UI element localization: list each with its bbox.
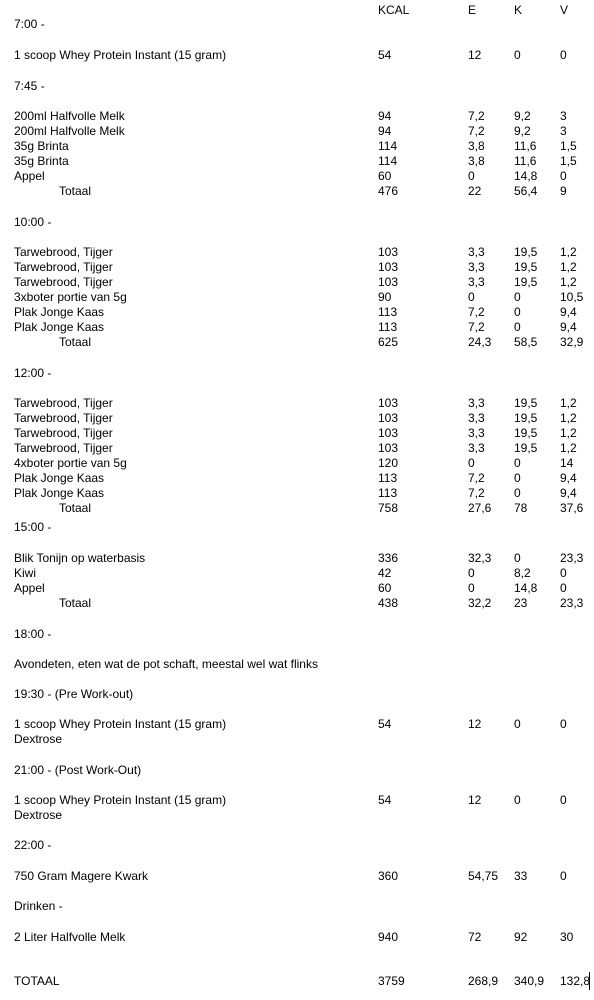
food-kcal: 60 (378, 169, 392, 183)
food-e: 72 (468, 930, 482, 944)
food-e: 54,75 (468, 869, 499, 883)
food-kcal: 103 (378, 260, 399, 274)
grand-total-v: 132,8 (560, 974, 591, 988)
subtotal-kcal: 625 (378, 335, 399, 349)
food-kcal: 940 (378, 930, 399, 944)
header-v: V (560, 3, 569, 17)
food-e: 7,2 (468, 109, 485, 123)
subtotal-label: Totaal (59, 184, 92, 198)
subtotal-kcal: 476 (378, 184, 399, 198)
food-label: 1 scoop Whey Protein Instant (15 gram) (14, 48, 227, 62)
food-e: 32,3 (468, 551, 492, 565)
food-kcal: 113 (378, 471, 398, 485)
food-e: 0 (468, 566, 475, 580)
food-e: 7,2 (468, 471, 485, 485)
food-label: 35g Brinta (14, 154, 69, 168)
food-k: 14,8 (514, 581, 538, 595)
food-e: 3,3 (468, 426, 485, 440)
food-kcal: 54 (378, 793, 392, 807)
food-e: 3,3 (468, 260, 485, 274)
food-kcal: 113 (378, 320, 398, 334)
grand-total-kcal: 3759 (378, 974, 405, 988)
food-kcal: 103 (378, 441, 399, 455)
food-v: 1,2 (560, 441, 577, 455)
food-label: Tarwebrood, Tijger (14, 426, 113, 440)
time-heading: 22:00 - (14, 838, 52, 852)
food-v: 9,4 (560, 320, 577, 334)
subtotal-e: 24,3 (468, 335, 492, 349)
food-e: 0 (468, 169, 475, 183)
time-heading: Drinken - (14, 899, 63, 913)
header-kcal: KCAL (378, 3, 410, 17)
food-v: 23,3 (560, 551, 584, 565)
food-v: 1,2 (560, 245, 577, 259)
food-v: 1,2 (560, 426, 577, 440)
food-label: Plak Jonge Kaas (14, 320, 105, 334)
food-e: 0 (468, 581, 475, 595)
food-kcal: 103 (378, 426, 399, 440)
food-label: 35g Brinta (14, 139, 69, 153)
food-v: 0 (560, 566, 567, 580)
food-v: 9,4 (560, 471, 577, 485)
food-v: 0 (560, 717, 567, 731)
food-e: 12 (468, 717, 482, 731)
food-k: 19,5 (514, 275, 538, 289)
food-v: 30 (560, 930, 574, 944)
subtotal-label: Totaal (59, 501, 92, 515)
food-label: Tarwebrood, Tijger (14, 245, 113, 259)
food-kcal: 42 (378, 566, 392, 580)
food-label: Appel (14, 169, 45, 183)
header-e: E (468, 3, 477, 17)
subtotal-e: 32,2 (468, 596, 492, 610)
food-v: 3 (560, 109, 567, 123)
food-v: 1,5 (560, 154, 577, 168)
subtotal-v: 37,6 (560, 501, 584, 515)
food-label: Tarwebrood, Tijger (14, 260, 113, 274)
food-k: 92 (514, 930, 528, 944)
food-e: 3,3 (468, 275, 485, 289)
grand-total-k: 340,9 (514, 974, 545, 988)
food-kcal: 113 (378, 305, 398, 319)
food-k: 9,2 (514, 124, 531, 138)
food-label: 200ml Halfvolle Melk (14, 109, 125, 123)
food-e: 0 (468, 456, 475, 470)
food-v: 10,5 (560, 290, 584, 304)
food-v: 0 (560, 581, 567, 595)
food-v: 1,2 (560, 275, 577, 289)
note-text: Avondeten, eten wat de pot schaft, meestal wel wat flinks (14, 657, 318, 671)
food-e: 3,3 (468, 441, 485, 455)
food-v: 0 (560, 793, 567, 807)
subtotal-label: Totaal (59, 335, 92, 349)
food-k: 8,2 (514, 566, 531, 580)
food-e: 3,3 (468, 396, 485, 410)
food-kcal: 103 (378, 411, 399, 425)
food-kcal: 114 (378, 154, 398, 168)
food-kcal: 114 (378, 139, 398, 153)
food-v: 0 (560, 48, 567, 62)
subtotal-kcal: 758 (378, 501, 399, 515)
food-e: 7,2 (468, 305, 485, 319)
time-heading: 19:30 - (Pre Work-out) (14, 687, 134, 701)
food-label: Blik Tonijn op waterbasis (14, 551, 146, 565)
food-label: Tarwebrood, Tijger (14, 275, 113, 289)
food-e: 12 (468, 48, 482, 62)
food-k: 0 (514, 48, 521, 62)
food-e: 3,3 (468, 411, 485, 425)
food-kcal: 360 (378, 869, 399, 883)
food-label: 4xboter portie van 5g (14, 456, 127, 470)
subtotal-k: 23 (514, 596, 528, 610)
food-e: 7,2 (468, 486, 485, 500)
food-kcal: 120 (378, 456, 399, 470)
time-heading: 15:00 - (14, 520, 52, 534)
food-k: 14,8 (514, 169, 538, 183)
food-e: 7,2 (468, 124, 485, 138)
food-label: Tarwebrood, Tijger (14, 411, 113, 425)
time-heading: 18:00 - (14, 627, 52, 641)
food-v: 0 (560, 169, 567, 183)
food-label: Plak Jonge Kaas (14, 471, 105, 485)
food-k: 0 (514, 290, 521, 304)
subtotal-k: 58,5 (514, 335, 538, 349)
food-e: 3,3 (468, 245, 485, 259)
food-kcal: 54 (378, 717, 392, 731)
food-kcal: 60 (378, 581, 392, 595)
food-k: 19,5 (514, 441, 538, 455)
food-kcal: 103 (378, 245, 399, 259)
food-e: 3,8 (468, 139, 485, 153)
subtotal-v: 23,3 (560, 596, 584, 610)
food-kcal: 94 (378, 109, 392, 123)
food-k: 0 (514, 486, 521, 500)
food-k: 0 (514, 717, 521, 731)
food-k: 19,5 (514, 411, 538, 425)
food-kcal: 336 (378, 551, 399, 565)
food-label: Tarwebrood, Tijger (14, 441, 113, 455)
food-k: 11,6 (514, 154, 537, 168)
food-kcal: 113 (378, 486, 398, 500)
subtotal-e: 27,6 (468, 501, 492, 515)
food-k: 9,2 (514, 109, 531, 123)
food-k: 0 (514, 793, 521, 807)
grand-total-label: TOTAAL (14, 974, 60, 988)
food-label: Appel (14, 581, 45, 595)
food-kcal: 103 (378, 396, 399, 410)
food-k: 0 (514, 471, 521, 485)
food-k: 0 (514, 551, 521, 565)
food-k: 0 (514, 305, 521, 319)
grand-total-e: 268,9 (468, 974, 499, 988)
food-k: 19,5 (514, 396, 538, 410)
food-label: 2 Liter Halfvolle Melk (14, 930, 126, 944)
food-k: 0 (514, 320, 521, 334)
food-label: Plak Jonge Kaas (14, 305, 105, 319)
subtotal-kcal: 438 (378, 596, 399, 610)
food-k: 19,5 (514, 426, 538, 440)
food-v: 1,2 (560, 411, 577, 425)
food-e: 3,8 (468, 154, 485, 168)
food-k: 33 (514, 869, 528, 883)
header-k: K (514, 3, 523, 17)
food-label: 1 scoop Whey Protein Instant (15 gram) (14, 717, 227, 731)
food-e: 0 (468, 290, 475, 304)
food-v: 9,4 (560, 305, 577, 319)
food-e: 7,2 (468, 320, 485, 334)
food-kcal: 54 (378, 48, 392, 62)
time-heading: 7:45 - (14, 79, 45, 93)
food-label: 1 scoop Whey Protein Instant (15 gram) (14, 793, 227, 807)
subtotal-k: 56,4 (514, 184, 538, 198)
food-v: 3 (560, 124, 567, 138)
food-k: 19,5 (514, 245, 538, 259)
food-label: Kiwi (14, 566, 37, 580)
note-text: Dextrose (14, 732, 63, 746)
food-v: 1,5 (560, 139, 577, 153)
food-k: 19,5 (514, 260, 538, 274)
food-kcal: 103 (378, 275, 399, 289)
subtotal-e: 22 (468, 184, 482, 198)
food-v: 1,2 (560, 396, 577, 410)
food-label: Tarwebrood, Tijger (14, 396, 113, 410)
time-heading: 10:00 - (14, 215, 52, 229)
subtotal-v: 32,9 (560, 335, 584, 349)
food-label: 3xboter portie van 5g (14, 290, 127, 304)
food-kcal: 94 (378, 124, 392, 138)
food-v: 14 (560, 456, 574, 470)
subtotal-k: 78 (514, 501, 528, 515)
food-label: 200ml Halfvolle Melk (14, 124, 125, 138)
food-e: 12 (468, 793, 482, 807)
time-heading: 12:00 - (14, 366, 52, 380)
subtotal-v: 9 (560, 184, 567, 198)
time-heading: 21:00 - (Post Work-Out) (14, 763, 142, 777)
food-label: Plak Jonge Kaas (14, 486, 105, 500)
time-heading: 7:00 - (14, 17, 45, 31)
food-v: 1,2 (560, 260, 577, 274)
subtotal-label: Totaal (59, 596, 92, 610)
food-kcal: 90 (378, 290, 392, 304)
food-k: 11,6 (514, 139, 537, 153)
note-text: Dextrose (14, 808, 63, 822)
food-v: 9,4 (560, 486, 577, 500)
food-label: 750 Gram Magere Kwark (14, 869, 149, 883)
food-k: 0 (514, 456, 521, 470)
food-v: 0 (560, 869, 567, 883)
